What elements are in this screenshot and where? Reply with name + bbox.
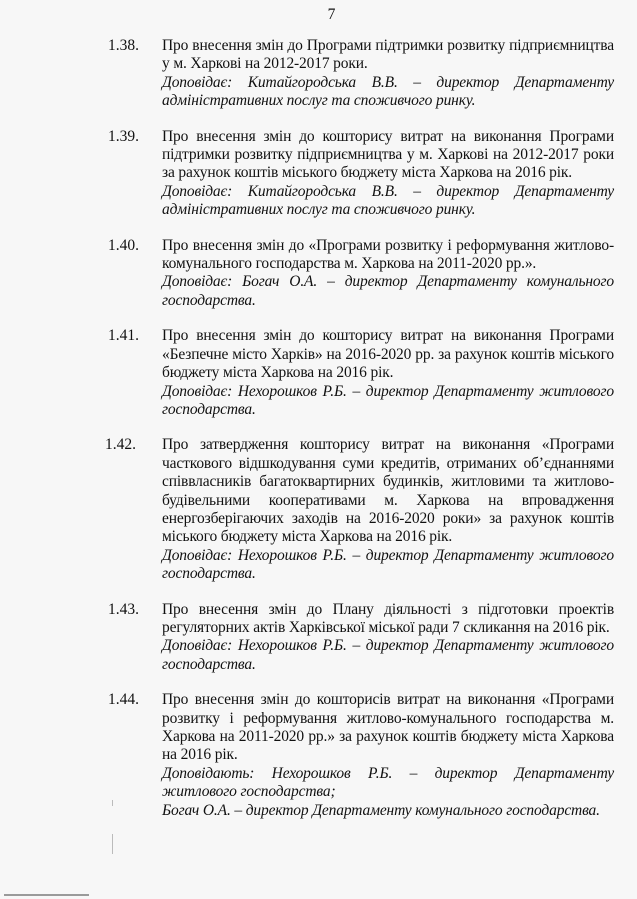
agenda-item-1-44	[108, 691, 614, 820]
agenda-item-1-42	[105, 436, 614, 583]
item-speaker: Доповідає: Китайгородська В.В. – директор Департаменту адміністративних послуг та споживчого ринку.	[162, 73, 614, 110]
item-speaker: Доповідає: Нехорошков Р.Б. – директор Департаменту житлового господарства.	[162, 546, 614, 583]
item-title: Про затвердження кошторису витрат на виконання «Програми часткового відшкодування суми кредитів, отриманих об’єднаннями співвласників багатоквартирних будинків, житловими та житлово-будівельними кооперативами м. Харкова на впровадження енергозберігаючих заходів на 2016-2020 роки» за рахунок коштів міського бюджету міста Харкова на 2016 рік.	[162, 436, 614, 546]
item-title: Про внесення змін до кошторису витрат на виконання Програми підтримки розвитку підприємництва у м. Харкові на 2012-2017 роки за рахунок коштів міського бюджету міста Харкова на 2016 рік.	[162, 127, 614, 182]
item-body	[162, 237, 614, 311]
item-title: Про внесення змін до «Програми розвитку і реформування житлово-комунального господарства м. Харкова на 2011-2020 рр.».	[162, 236, 614, 273]
agenda-item-1-39	[108, 128, 614, 220]
item-title: Про внесення змін до Плану діяльності з підготовки проектів регуляторних актів Харківської міської ради 7 скликання на 2016 рік.	[162, 600, 614, 636]
item-title: Про внесення змін до кошторису витрат на виконання Програми «Безпечне місто Харків» на 2016-2020 рр. за рахунок коштів міського бюджету міста Харкова на 2016 рік.	[162, 327, 614, 382]
item-number: 1.43.	[108, 600, 139, 618]
item-title: Про внесення змін до кошторисів витрат на виконання «Програми розвитку і реформування житлово-комунального господарства м. Харкова на 2011-2020 рр.» за рахунок коштів бюджету міста Харкова на 2016 рік.	[162, 691, 614, 764]
scan-mark	[112, 800, 113, 806]
item-title: Про внесення змін до Програми підтримки розвитку підприємництва у м. Харкові на 2012-2017 роки.	[162, 37, 614, 73]
item-speaker: Доповідає: Китайгородська В.В. – директор Департаменту адміністративних послуг та споживчого ринку.	[162, 182, 614, 219]
item-number: 1.39.	[108, 127, 139, 145]
item-body	[162, 37, 614, 111]
agenda-item-1-41	[108, 327, 614, 419]
item-body	[162, 128, 614, 220]
item-body	[162, 601, 614, 675]
agenda-item-1-43	[108, 601, 614, 675]
item-speaker: Доповідають: Нехорошков Р.Б. – директор Департаменту житлового господарства;	[162, 764, 614, 801]
item-speaker: Доповідає: Богач О.А. – директор Департаменту комунального господарства.	[162, 273, 614, 309]
item-number: 1.40.	[108, 236, 139, 254]
item-body	[162, 691, 614, 820]
item-speaker-secondary: Богач О.А. – директор Департаменту комунального господарства.	[162, 801, 600, 819]
page-number: 7	[327, 6, 336, 23]
item-number: 1.41.	[108, 327, 139, 345]
item-number: 1.38.	[108, 37, 139, 54]
scan-edge-line	[4, 894, 89, 896]
item-body	[162, 436, 614, 583]
agenda-list	[105, 37, 614, 837]
item-speaker: Доповідає: Нехорошков Р.Б. – директор Департаменту житлового господарства.	[162, 637, 614, 673]
agenda-item-1-38	[108, 37, 614, 111]
scan-mark	[112, 834, 113, 854]
agenda-item-1-40	[108, 237, 614, 311]
item-body	[162, 327, 614, 419]
item-speaker: Доповідає: Нехорошков Р.Б. – директор Департаменту житлового господарства.	[162, 382, 614, 418]
item-number: 1.44.	[108, 691, 139, 709]
item-number: 1.42.	[105, 436, 136, 454]
